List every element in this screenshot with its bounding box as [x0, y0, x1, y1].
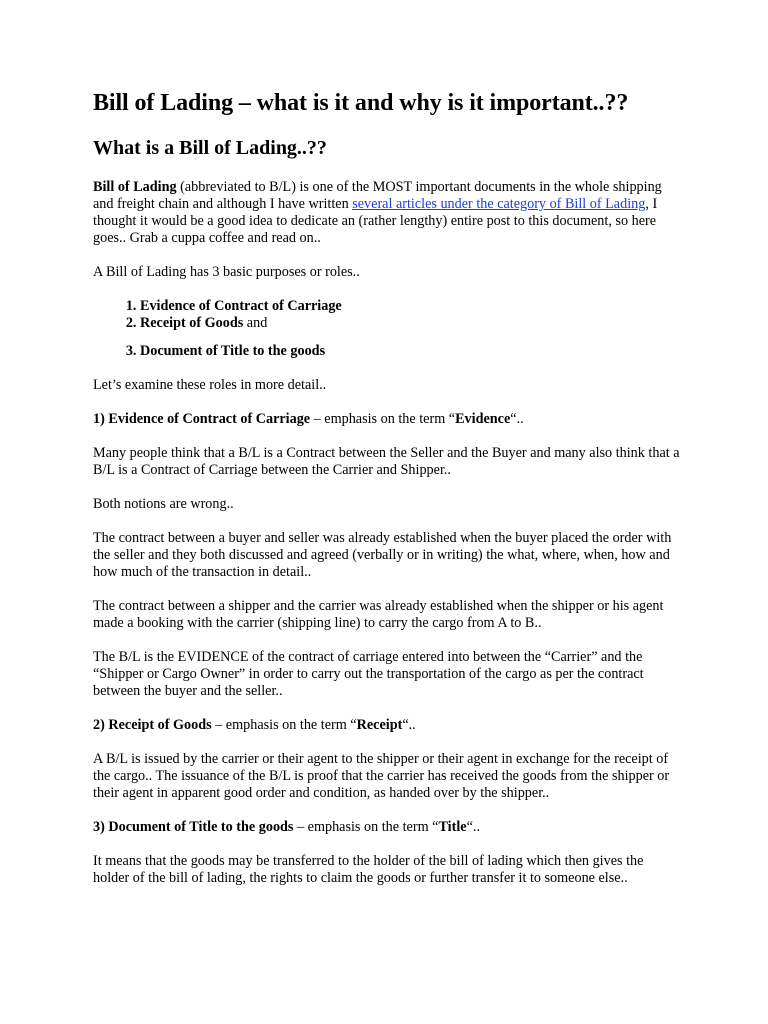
list-item — [140, 298, 683, 315]
section-2-emphasis-prefix: – emphasis on the term “ — [211, 717, 357, 733]
list-item-label: Receipt of Goods — [140, 315, 244, 331]
section-3-label: 3) Document of Title to the goods — [93, 819, 294, 835]
section-3-paragraph-1: It means that the goods may be transferred to the holder of the bill of lading which then gives the holder of the bill of lading, the rights to claim the goods or further transfer it to someone else.. — [93, 853, 644, 886]
intro-text-before-link: (abbreviated to B/L) is one of the MOST important documents in the whole shipping and freight chain and although I have written — [93, 179, 662, 212]
page-title: Bill of Lading – what is it and why is it important..?? — [93, 90, 629, 116]
section-1-emphasis-prefix: – emphasis on the term “ — [310, 411, 456, 427]
section-2-paragraph-1: A B/L is issued by the carrier or their agent to the shipper or their agent in exchange for the receipt of the cargo.. The issuance of the B/L is proof that the carrier has received the goods from the shipper or their agent in apparent good order and condition, as handed over by the shipper.. — [93, 751, 670, 801]
purposes-intro: A Bill of Lading has 3 basic purposes or roles.. — [93, 264, 360, 280]
list-item-label: Evidence of Contract of Carriage — [140, 298, 342, 314]
section-title: What is a Bill of Lading..?? — [93, 137, 327, 159]
section-2-heading — [93, 717, 683, 734]
section-1-term: Evidence — [455, 411, 511, 427]
list-item-rest: and — [243, 315, 268, 331]
section-1-label: 1) Evidence of Contract of Carriage — [93, 411, 311, 427]
section-1-paragraph-5: The B/L is the EVIDENCE of the contract of carriage entered into between the “Carrier” and the “Shipper or Cargo Owner” in order to carry out the transportation of the cargo as per the contract between the buyer and the seller.. — [93, 649, 644, 699]
section-1-paragraph-3: The contract between a buyer and seller was already established when the buyer placed the order with the seller and they both discussed and agreed (verbally or in writing) the what, where, when, how and how much of the transaction in detail.. — [93, 530, 672, 580]
section-2-term: Receipt — [356, 717, 403, 733]
section-2-label: 2) Receipt of Goods — [93, 717, 212, 733]
section-2-emphasis-suffix: “.. — [402, 717, 416, 733]
purposes-list — [93, 298, 683, 332]
section-1-emphasis-suffix: “.. — [510, 411, 524, 427]
intro-text-after-link: , I thought it would be a good idea to dedicate an (rather lengthy) entire post to this document, so here goes.. Grab a cuppa coffee and read on.. — [93, 196, 658, 246]
list-item-label: Document of Title to the goods — [140, 343, 326, 359]
section-1-heading — [93, 411, 683, 428]
section-3-emphasis-prefix: – emphasis on the term “ — [293, 819, 439, 835]
intro-bold-term: Bill of Lading — [93, 179, 177, 195]
section-1-paragraph-1: Many people think that a B/L is a Contract between the Seller and the Buyer and many also think that a B/L is a Contract of Carriage between the Carrier and Shipper.. — [93, 445, 680, 478]
list-item — [140, 315, 683, 332]
section-3-heading — [93, 819, 683, 836]
document-content — [93, 88, 683, 887]
section-3-emphasis-suffix: “.. — [466, 819, 480, 835]
section-1-paragraph-2: Both notions are wrong.. — [93, 496, 234, 512]
intro-paragraph — [93, 179, 683, 247]
list-item — [140, 343, 683, 360]
category-link[interactable]: several articles under the category of Bill of Lading — [352, 196, 646, 212]
section-1-paragraph-4: The contract between a shipper and the carrier was already established when the shipper or his agent made a booking with the carrier (shipping line) to carry the cargo from A to B.. — [93, 598, 664, 631]
examine-paragraph: Let’s examine these roles in more detail.. — [93, 377, 327, 393]
purposes-list-continued — [93, 343, 683, 360]
section-3-term: Title — [438, 819, 467, 835]
